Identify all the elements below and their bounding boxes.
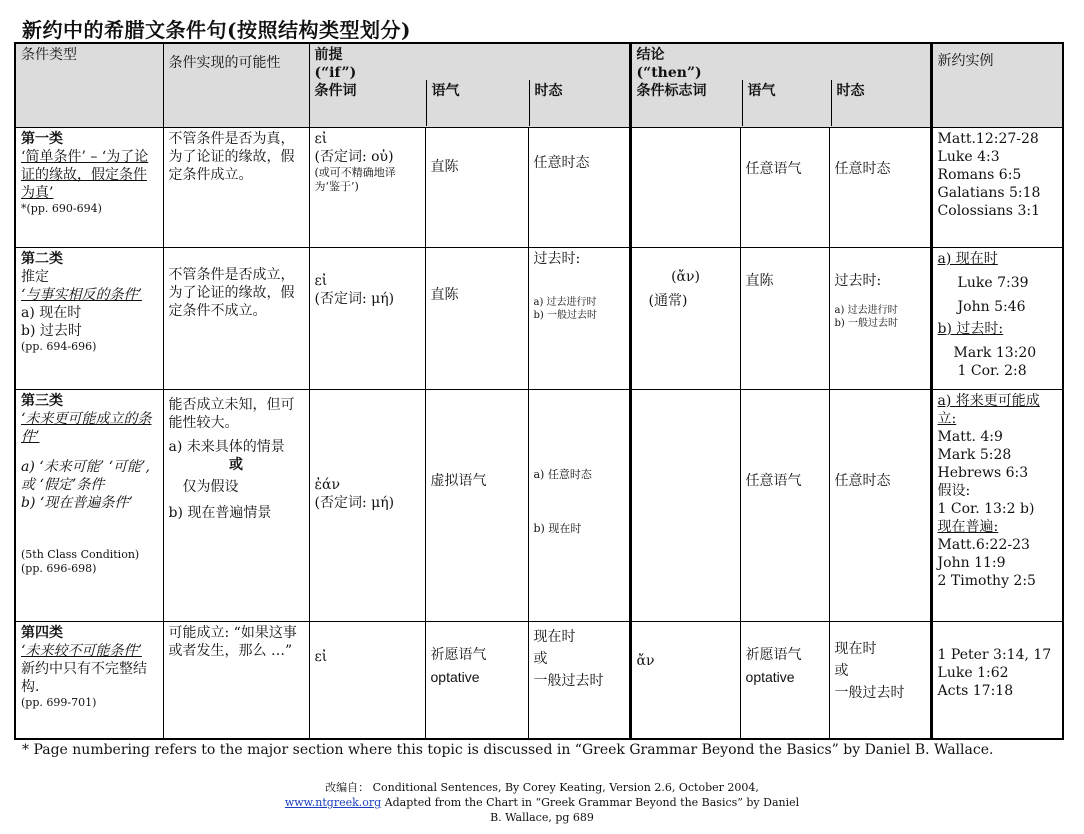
possibility-cell: 不管条件是否成立，为了论证的缘故，假定条件不成立。	[163, 247, 309, 389]
example-ref: Luke 7:39	[957, 274, 1029, 291]
possibility-cell	[163, 389, 309, 621]
marker-cell	[630, 247, 740, 389]
tense-sub: b) 一般过去时	[533, 309, 597, 321]
example-ref: Romans 6:5	[937, 166, 1022, 183]
header-tense2: 时态	[831, 80, 930, 126]
type-desc: ‘未来更可能成立的条件’	[21, 410, 152, 445]
mood-cell: 虚拟语气	[425, 389, 528, 621]
cond-word-cell: εἰ	[309, 621, 425, 739]
header-protasis	[309, 43, 630, 127]
example-ref: Luke 4:3	[937, 148, 1000, 165]
possibility-or: 或	[229, 456, 243, 473]
tense-cell	[528, 621, 630, 739]
mood-cell	[425, 621, 528, 739]
cond-neg: (否定词: οὐ)	[314, 148, 394, 165]
tense2-cell	[829, 247, 931, 389]
table-row	[15, 247, 1063, 389]
mood-en: optative	[745, 668, 795, 685]
tense-sub: b) 现在时	[533, 521, 582, 535]
protasis-label: 前提	[314, 47, 343, 63]
table-row	[15, 389, 1063, 621]
examples-cell	[931, 389, 1063, 621]
example-ref: Acts 17:18	[937, 682, 1014, 699]
example-ref: 1 Cor. 2:8	[957, 362, 1027, 379]
credit-line1: 改编自： Conditional Sentences, By Corey Keating, Version 2.6, October 2004,	[325, 781, 759, 794]
header-type: 条件类型	[15, 43, 163, 127]
mood-en: optative	[430, 668, 480, 685]
type-title: 第一类	[21, 130, 63, 147]
tense2-cell: 任意时态	[829, 127, 931, 247]
mood-label: 祈愿语气	[430, 646, 487, 663]
credit	[0, 780, 1084, 825]
cond-word-cell	[309, 389, 425, 621]
cond-neg: (否定词: μή)	[314, 494, 395, 511]
tense-cell	[528, 389, 630, 621]
cond-word: εἰ	[314, 272, 328, 289]
possibility-sub: b) 现在普遍情景	[168, 504, 272, 521]
mood-cell: 直陈	[425, 127, 528, 247]
cond-word: ἐάν	[314, 476, 340, 493]
example-group: 现在普遍:	[937, 518, 999, 535]
type-cell	[15, 621, 163, 739]
example-ref: 1 Cor. 13:2 b)	[937, 500, 1035, 517]
possibility-text: 能否成立未知，但可能性较大。	[168, 396, 295, 431]
header-possibility: 条件实现的可能性	[163, 43, 309, 127]
examples-cell	[931, 127, 1063, 247]
example-ref: 1 Peter 3:14, 17	[937, 646, 1052, 663]
tense-cell	[528, 247, 630, 389]
example-group: 假设:	[937, 482, 971, 499]
marker-cell	[630, 127, 740, 247]
header-examples: 新约实例	[931, 43, 1063, 127]
tense2-cell: 任意时态	[829, 389, 931, 621]
type-sub: b) 过去时	[21, 322, 82, 339]
tense-label: 现在时	[834, 640, 877, 657]
cond-neg: (否定词: μή)	[314, 290, 395, 307]
type-cell	[15, 247, 163, 389]
example-ref: Mark 5:28	[937, 446, 1012, 463]
header-mood: 语气	[426, 80, 529, 126]
possibility-cell: 可能成立: “如果这事或者发生，那么 …”	[163, 621, 309, 739]
credit-line3: B. Wallace, pg 689	[490, 811, 594, 824]
type-title: 第二类	[21, 250, 63, 267]
type-sub: a) 现在时	[21, 304, 82, 321]
protasis-if: (“if”)	[314, 65, 357, 81]
credit-text: Adapted from the Chart in “Greek Grammar Beyond the Basics” by Daniel	[381, 796, 800, 809]
header-tense: 时态	[529, 80, 629, 126]
tense-sub: b) 一般过去时	[834, 317, 899, 329]
conditional-sentences-table	[14, 42, 1064, 740]
tense-label: 过去时:	[834, 272, 882, 289]
header-apodosis	[630, 43, 931, 127]
example-group: b) 过去时:	[937, 320, 1004, 337]
mood2-cell: 任意语气	[740, 389, 829, 621]
type-cell	[15, 389, 163, 621]
possibility-sub: 仅为假设	[182, 478, 239, 495]
type-desc: ‘简单条件’ – ‘为了论证的缘故，假定条件为真’	[21, 148, 149, 201]
type-fifth: (5th Class Condition)	[21, 547, 140, 561]
tense-sub: a) 任意时态	[533, 467, 592, 481]
type-sub: a) ‘未来可能’ ‘可能’, 或 ‘假定’条件	[21, 458, 150, 493]
cond-word-cell	[309, 247, 425, 389]
apodosis-then: (“then”)	[636, 65, 702, 81]
example-ref: Luke 1:62	[937, 664, 1009, 681]
example-ref: Matt.6:22-23	[937, 536, 1030, 553]
marker-note: (通常)	[648, 292, 688, 309]
tense-label: 一般过去时	[533, 672, 604, 689]
credit-line2	[0, 795, 1084, 810]
type-title: 第四类	[21, 624, 63, 641]
tense-label: 过去时:	[533, 250, 581, 267]
marker-cell	[630, 389, 740, 621]
tense-label: 现在时	[533, 628, 576, 645]
header-marker: 条件标志词	[636, 83, 707, 99]
table-row	[15, 621, 1063, 739]
example-ref: Matt. 4:9	[937, 428, 1003, 445]
type-pages: (pp. 694-696)	[21, 339, 97, 353]
header-mood2: 语气	[742, 80, 831, 126]
example-group: a) 现在时	[937, 250, 998, 267]
footnote: * Page numbering refers to the major section where this topic is discussed in “Greek Grammar Beyond the Basics” by Daniel B. Wallace.	[22, 742, 994, 758]
examples-cell	[931, 247, 1063, 389]
example-ref: 2 Timothy 2:5	[937, 572, 1036, 589]
type-cell	[15, 127, 163, 247]
ntgreek-link[interactable]: www.ntgreek.org	[284, 796, 382, 809]
type-title: 第三类	[21, 392, 63, 409]
possibility-sub: a) 未来具体的情景	[168, 438, 285, 455]
example-ref: Matt.12:27-28	[937, 130, 1039, 147]
tense-cell: 任意时态	[528, 127, 630, 247]
type-desc: ‘与事实相反的条件’	[21, 286, 142, 303]
cond-word-cell	[309, 127, 425, 247]
tense2-cell	[829, 621, 931, 739]
type-pages: (pp. 699-701)	[21, 695, 97, 709]
table-row	[15, 127, 1063, 247]
apodosis-label: 结论	[636, 47, 665, 63]
mood-label: 祈愿语气	[745, 646, 802, 663]
type-desc: 新约中只有不完整结构.	[21, 660, 147, 695]
type-pages: *(pp. 690-694)	[21, 201, 102, 215]
example-ref: Galatians 5:18	[937, 184, 1041, 201]
type-pages: (pp. 696-698)	[21, 561, 97, 575]
example-ref: Hebrews 6:3	[937, 464, 1029, 481]
example-ref: Mark 13:20	[953, 344, 1037, 361]
tense-or: 或	[533, 650, 548, 667]
cond-word: εἰ	[314, 130, 328, 147]
type-desc: 推定	[21, 268, 49, 285]
example-ref: Colossians 3:1	[937, 202, 1040, 219]
example-ref: John 11:9	[937, 554, 1006, 571]
example-group: a) 将来更可能成立:	[937, 392, 1040, 427]
marker-cell: ἄν	[630, 621, 740, 739]
tense-sub: a) 过去进行时	[834, 304, 898, 316]
possibility-cell: 不管条件是否为真，为了论证的缘故，假定条件成立。	[163, 127, 309, 247]
marker: (ἄν)	[671, 268, 700, 285]
header-cond-word: 条件词	[314, 83, 357, 99]
tense-or: 或	[834, 662, 849, 679]
page-title: 新约中的希腊文条件句(按照结构类型划分)	[22, 18, 411, 42]
tense-sub: a) 过去进行时	[533, 296, 597, 308]
cond-note: (或可不精确地译为‘鉴于’)	[314, 165, 396, 193]
type-desc: ‘未来较不可能条件’	[21, 642, 142, 659]
example-ref: John 5:46	[957, 298, 1026, 315]
mood2-cell	[740, 621, 829, 739]
examples-cell	[931, 621, 1063, 739]
type-sub: b) ‘现在普遍条件’	[21, 494, 133, 511]
mood2-cell: 直陈	[740, 247, 829, 389]
mood-cell: 直陈	[425, 247, 528, 389]
tense-label: 一般过去时	[834, 684, 905, 701]
mood2-cell: 任意语气	[740, 127, 829, 247]
